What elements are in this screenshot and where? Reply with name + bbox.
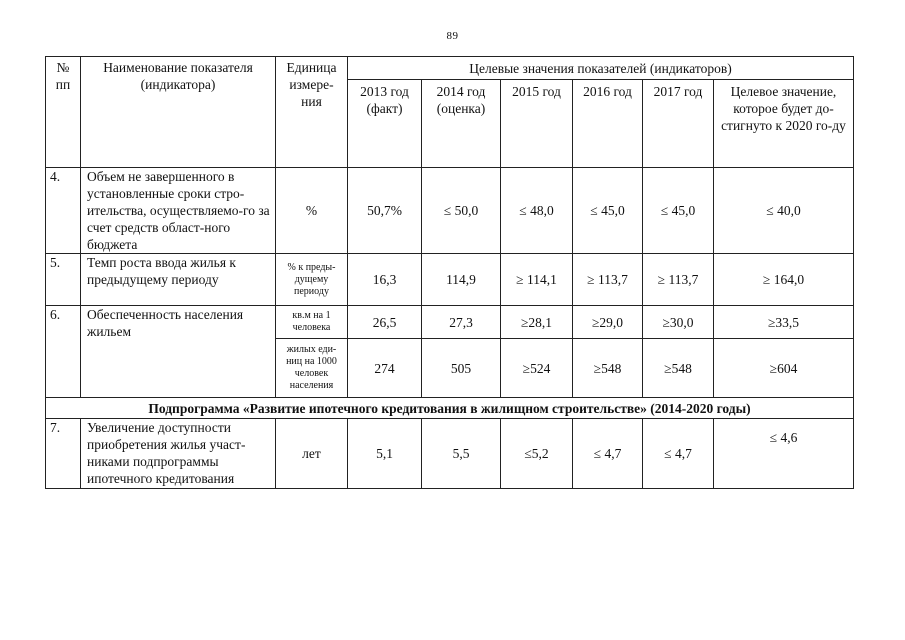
row-unit: %: [276, 168, 348, 254]
header-target-2020: Целевое значение, которое будет до-стигнуто к 2020 го-ду: [714, 80, 854, 168]
header-year-2017: 2017 год: [643, 80, 714, 168]
row-num: 6.: [46, 306, 81, 398]
header-year-2016: 2016 год: [573, 80, 643, 168]
row-name: Объем не завершенного в установленные сроки стро-ительства, осуществляемо-го за счет средств област-ного бюджета: [81, 168, 276, 254]
value-cell: ≥30,0: [643, 306, 714, 339]
value-cell: ≥548: [573, 339, 643, 398]
value-cell: ≤ 4,7: [573, 419, 643, 489]
value-cell: 27,3: [422, 306, 501, 339]
subprogram-row: [46, 398, 854, 419]
value-cell: ≤ 4,7: [643, 419, 714, 489]
value-cell: ≥548: [643, 339, 714, 398]
row-name: Обеспеченность населения жильем: [81, 306, 276, 398]
row-num: 4.: [46, 168, 81, 254]
value-cell: 114,9: [422, 254, 501, 306]
table-row: [46, 419, 854, 489]
value-cell: ≤ 4,6: [714, 419, 854, 489]
value-cell: ≥ 113,7: [573, 254, 643, 306]
indicators-table: [45, 56, 854, 489]
row-unit: % к преды-дущему периоду: [276, 254, 348, 306]
header-year-2015: 2015 год: [501, 80, 573, 168]
page-number: 89: [446, 30, 459, 42]
row-num: 7.: [46, 419, 81, 489]
value-cell: ≤ 40,0: [714, 168, 854, 254]
value-cell: 5,5: [422, 419, 501, 489]
header-name: Наименование показателя (индикатора): [81, 57, 276, 168]
row-unit: жилых еди-ниц на 1000 человек населения: [276, 339, 348, 398]
value-cell: 274: [348, 339, 422, 398]
value-cell: ≤ 50,0: [422, 168, 501, 254]
header-row-1: [46, 57, 854, 80]
header-num: № пп: [46, 57, 81, 168]
value-cell: ≥524: [501, 339, 573, 398]
value-cell: ≥33,5: [714, 306, 854, 339]
table-row: [46, 306, 854, 339]
value-cell: 50,7%: [348, 168, 422, 254]
header-year-2014: 2014 год (оценка): [422, 80, 501, 168]
header-group: Целевые значения показателей (индикаторов): [348, 57, 854, 80]
value-cell: 5,1: [348, 419, 422, 489]
value-cell: ≥604: [714, 339, 854, 398]
value-cell: ≤5,2: [501, 419, 573, 489]
row-name: Темп роста ввода жилья к предыдущему периоду: [81, 254, 276, 306]
header-year-2013: 2013 год (факт): [348, 80, 422, 168]
row-unit: лет: [276, 419, 348, 489]
row-unit: кв.м на 1 человека: [276, 306, 348, 339]
header-unit: Единица измере-ния: [276, 57, 348, 168]
value-cell: ≤ 48,0: [501, 168, 573, 254]
table-row: [46, 254, 854, 306]
table-row: [46, 168, 854, 254]
value-cell: 26,5: [348, 306, 422, 339]
row-name: Увеличение доступности приобретения жилья участ-никами подпрограммы ипотечного кредитования: [81, 419, 276, 489]
subprogram-title: Подпрограмма «Развитие ипотечного кредитования в жилищном строительстве» (2014-2020 годы): [46, 398, 854, 419]
value-cell: ≥ 113,7: [643, 254, 714, 306]
value-cell: 505: [422, 339, 501, 398]
value-cell: ≥ 114,1: [501, 254, 573, 306]
value-cell: 16,3: [348, 254, 422, 306]
row-num: 5.: [46, 254, 81, 306]
value-cell: ≥29,0: [573, 306, 643, 339]
value-cell: ≤ 45,0: [643, 168, 714, 254]
value-cell: ≥28,1: [501, 306, 573, 339]
value-cell: ≤ 45,0: [573, 168, 643, 254]
value-cell: ≥ 164,0: [714, 254, 854, 306]
